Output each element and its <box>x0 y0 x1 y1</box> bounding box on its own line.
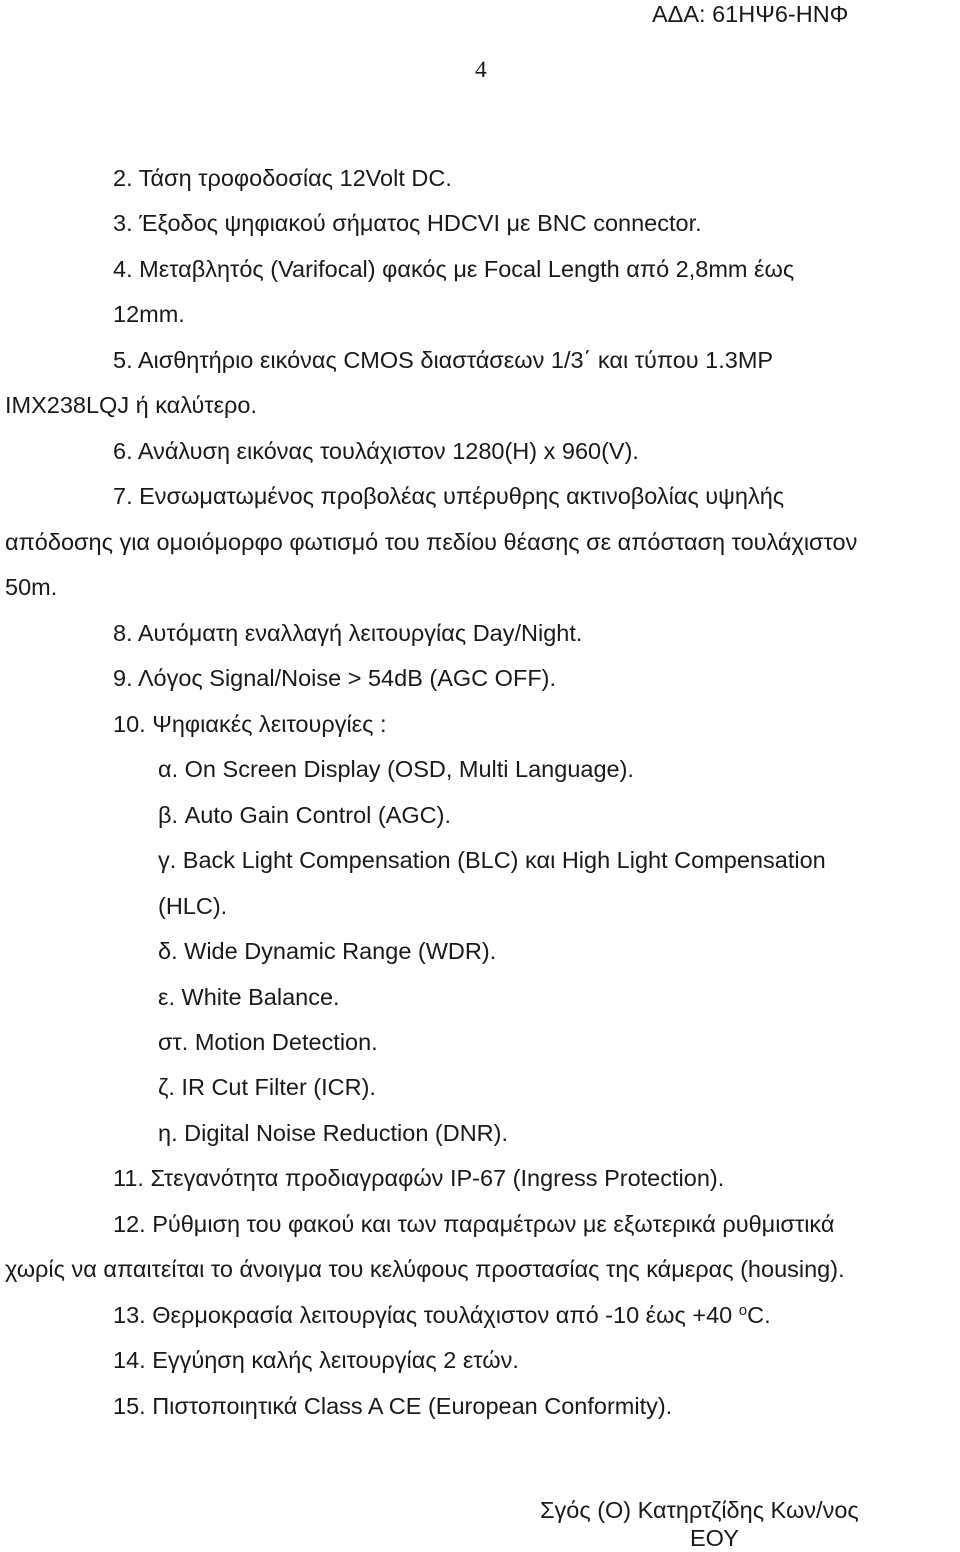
spec-line-15: β. Auto Gain Control (AGC). <box>158 802 452 828</box>
degree-superscript: o <box>738 1302 748 1319</box>
spec-line-7: 6. Ανάλυση εικόνας τουλάχιστον 1280(H) x 960(V). <box>113 438 639 464</box>
signature-unit: ΕΟΥ <box>690 1525 739 1551</box>
spec-line-26 <box>113 1301 771 1329</box>
spec-line-3: 4. Μεταβλητός (Varifocal) φακός με Focal Length από 2,8mm έως <box>113 256 795 282</box>
spec-line-12: 9. Λόγος Signal/Noise > 54dB (AGC OFF). <box>113 665 557 691</box>
spec-line-23: 11. Στεγανότητα προδιαγραφών IP-67 (Ingress Protection). <box>113 1165 725 1191</box>
signature-name: Σγός (Ο) Κατηρτζίδης Κων/νος <box>540 1497 859 1523</box>
spec-line-20: στ. Motion Detection. <box>158 1029 378 1055</box>
spec-line-14: α. On Screen Display (OSD, Multi Language). <box>158 756 634 782</box>
spec-line-22: η. Digital Noise Reduction (DNR). <box>158 1120 509 1146</box>
page-number: 4 <box>475 57 487 83</box>
spec-line-1: 2. Τάση τροφοδοσίας 12Volt DC. <box>113 165 452 191</box>
ada-header: ΑΔΑ: 61ΗΨ6-ΗΝΦ <box>652 1 849 27</box>
spec-line-16: γ. Back Light Compensation (BLC) και High Light Compensation <box>158 847 826 873</box>
spec-line-27: 14. Εγγύηση καλής λειτουργίας 2 ετών. <box>113 1347 519 1373</box>
spec-line-26-unit: C. <box>747 1302 771 1328</box>
spec-line-18: δ. Wide Dynamic Range (WDR). <box>158 938 497 964</box>
spec-line-25: χωρίς να απαιτείται το άνοιγμα του κελύφους προστασίας της κάμερας (housing). <box>5 1256 845 1282</box>
spec-line-9: απόδοσης για ομοιόμορφο φωτισμό του πεδίου θέασης σε απόσταση τουλάχιστον <box>5 529 858 555</box>
spec-line-17: (HLC). <box>158 893 228 919</box>
spec-line-21: ζ. IR Cut Filter (ICR). <box>158 1074 376 1100</box>
spec-line-4: 12mm. <box>113 301 185 327</box>
spec-line-24: 12. Ρύθμιση του φακού και των παραμέτρων με εξωτερικά ρυθμιστικά <box>113 1211 835 1237</box>
spec-line-11: 8. Αυτόματη εναλλαγή λειτουργίας Day/Night. <box>113 620 583 646</box>
spec-line-8: 7. Ενσωματωμένος προβολέας υπέρυθρης ακτινοβολίας υψηλής <box>113 483 785 509</box>
spec-line-2: 3. Έξοδος ψηφιακού σήματος HDCVI με BNC connector. <box>113 210 702 236</box>
spec-line-26-text: 13. Θερμοκρασία λειτουργίας τουλάχιστον από -10 έως +40 <box>113 1302 739 1328</box>
spec-line-5: 5. Αισθητήριο εικόνας CMOS διαστάσεων 1/3΄ και τύπου 1.3MP <box>113 347 774 373</box>
spec-line-19: ε. White Balance. <box>158 984 340 1010</box>
spec-line-28: 15. Πιστοποιητικά Class A CE (European Conformity). <box>113 1393 673 1419</box>
spec-line-13: 10. Ψηφιακές λειτουργίες : <box>113 711 387 737</box>
spec-line-6: IMX238LQJ ή καλύτερο. <box>5 392 258 418</box>
spec-line-10: 50m. <box>5 574 58 600</box>
